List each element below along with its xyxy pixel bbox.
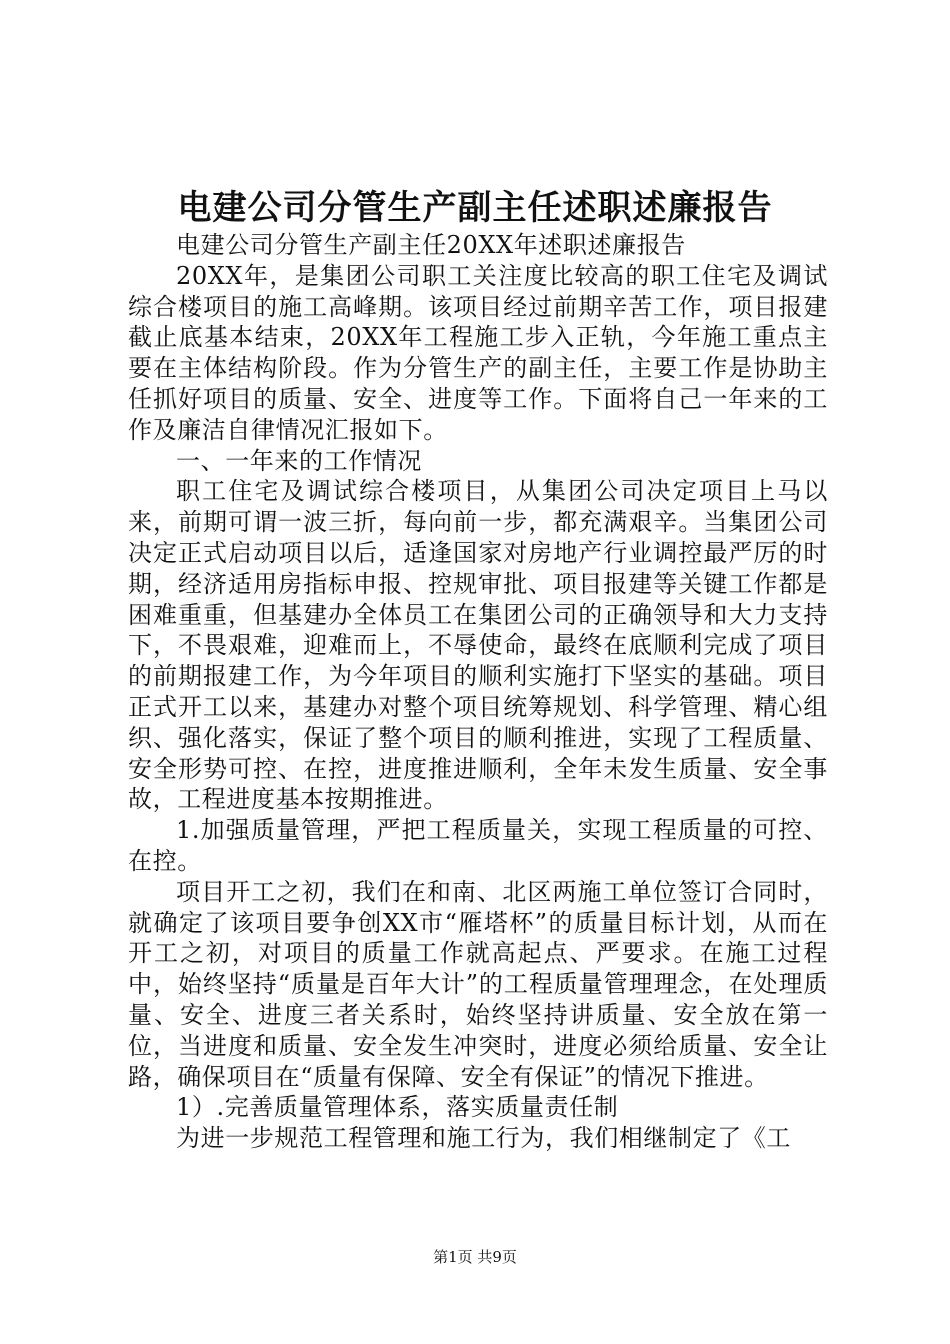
subtitle-paragraph: 电建公司分管生产副主任20XX年述职述廉报告 (176, 231, 686, 259)
page-number-footer: 第1页 共9页 (433, 1248, 517, 1266)
section-heading: 一、一年来的工作情况 (176, 446, 422, 475)
document-body (128, 230, 828, 1154)
body-paragraph: 职工住宅及调试综合楼项目，从集团公司决定项目上马以来，前期可谓一波三折，每向前一步，都充满艰辛。当集团公司决定正式启动项目以后，适逢国家对房地产行业调控最严厉的时期，经济适用房指标申报、控规审批、项目报建等关键工作都是困难重重，但基建办全体员工在集团公司的正确领导和大力支持下，不畏艰难，迎难而上，不辱使命，最终在底顺利完成了项目的前期报建工作，为今年项目的顺利实施打下坚实的基础。项目正式开工以来，基建办对整个项目统筹规划、科学管理、精心组织、强化落实，保证了整个项目的顺利推进，实现了工程质量、安全形势可控、在控，进度推进顺利，全年未发生质量、安全事故，工程进度基本按期推进。 (128, 477, 828, 814)
document-title: 电建公司分管生产副主任述职述廉报告 (177, 188, 773, 228)
body-paragraph: 项目开工之初，我们在和南、北区两施工单位签订合同时，就确定了该项目要争创XX市“雁塔杯”的质量目标计划，从而在开工之初，对项目的质量工作就高起点、严要求。在施工过程中，始终坚持“质量是百年大计”的工程质量管理理念，在处理质量、安全、进度三者关系时，始终坚持讲质量、安全放在第一位，当进度和质量、安全发生冲突时，进度必须给质量、安全让路，确保项目在“质量有保障、安全有保证”的情况下推进。 (128, 877, 828, 1091)
subsection-heading: 1）.完善质量管理体系，落实质量责任制 (176, 1093, 619, 1122)
subsection-heading: 1.加强质量管理，严把工程质量关，实现工程质量的可控、在控。 (128, 816, 828, 875)
intro-paragraph: 20XX年，是集团公司职工关注度比较高的职工住宅及调试综合楼项目的施工高峰期。该项目经过前期辛苦工作，项目报建截止底基本结束，20XX年工程施工步入正轨，今年施工重点主要在主体结构阶段。作为分管生产的副主任，主要工作是协助主任抓好项目的质量、安全、进度等工作。下面将自己一年来的工作及廉洁自律情况汇报如下。 (128, 261, 828, 444)
body-paragraph: 为进一步规范工程管理和施工行为，我们相继制定了《工 (176, 1124, 791, 1153)
